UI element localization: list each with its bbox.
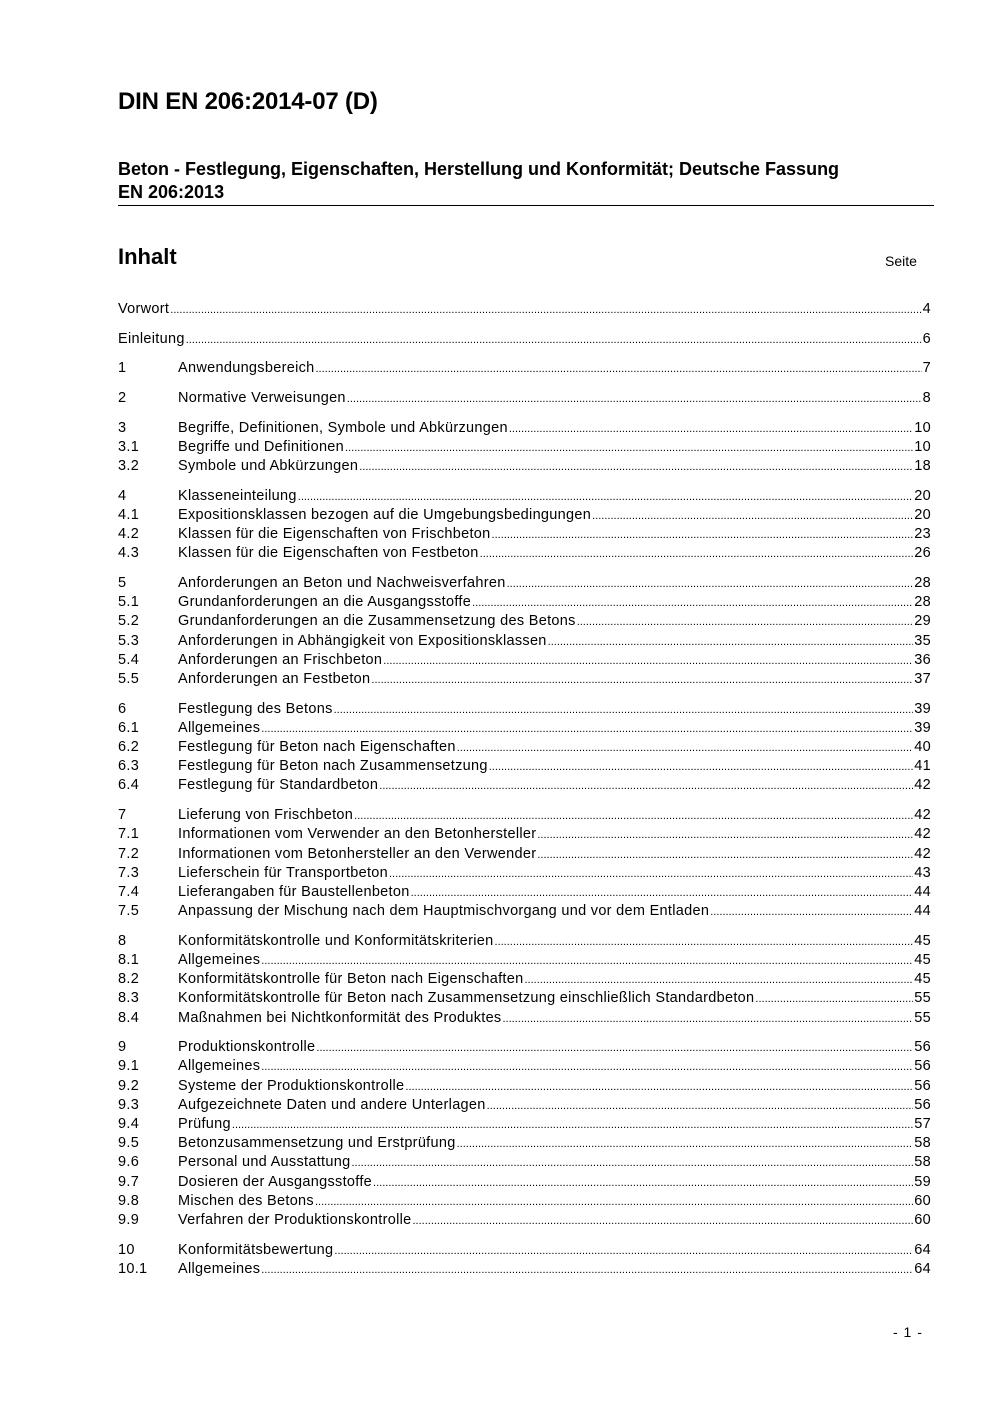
toc-entry-title: Grundanforderungen an die Ausgangsstoffe <box>178 594 472 611</box>
toc-entry-number: 2 <box>118 390 127 407</box>
toc-dot-leader <box>487 1097 914 1115</box>
toc-entry-title: Klassen für die Eigenschaften von Frischbeton <box>178 526 491 543</box>
toc-dot-leader <box>710 903 913 921</box>
toc-dot-leader <box>411 884 914 902</box>
toc-entry[interactable] <box>118 525 931 544</box>
toc-entry-title: Allgemeines <box>178 1058 261 1075</box>
toc-entry[interactable] <box>118 1038 931 1057</box>
toc-entry-number: 6.4 <box>118 777 140 794</box>
toc-dot-leader <box>373 1174 913 1192</box>
toc-entry-number: 9.3 <box>118 1096 140 1113</box>
toc-dot-leader <box>509 420 913 438</box>
document-title: DIN EN 206:2014-07 (D) <box>118 88 378 115</box>
toc-dot-leader <box>354 807 913 825</box>
toc-entry-page: 64 <box>914 1241 931 1258</box>
toc-entry-number: 4 <box>118 487 127 504</box>
toc-entry-page: 10 <box>914 438 931 455</box>
toc-entry-page: 40 <box>914 739 931 756</box>
toc-entry[interactable] <box>118 1009 931 1028</box>
toc-entry[interactable] <box>118 932 931 951</box>
toc-entry-number: 8.2 <box>118 971 140 988</box>
toc-entry[interactable] <box>118 902 931 921</box>
toc-entry-page: 28 <box>914 594 931 611</box>
toc-entry-number: 9.9 <box>118 1211 140 1228</box>
toc-entry-page: 18 <box>914 458 931 475</box>
toc-entry-page: 42 <box>914 777 931 794</box>
toc-entry[interactable] <box>118 776 931 795</box>
toc-entry-title: Normative Verweisungen <box>178 390 346 407</box>
toc-group <box>118 806 931 921</box>
toc-entry[interactable] <box>118 1077 931 1096</box>
toc-entry-title: Festlegung des Betons <box>178 700 333 717</box>
toc-entry[interactable] <box>118 825 931 844</box>
toc-entry-page: 56 <box>914 1039 931 1056</box>
toc-entry-page: 56 <box>914 1077 931 1094</box>
toc-entry-page: 44 <box>914 883 931 900</box>
toc-entry-page: 43 <box>914 864 931 881</box>
toc-dot-leader <box>755 990 913 1008</box>
page-number: - 1 - <box>893 1324 923 1340</box>
toc-entry-page: 8 <box>922 390 931 407</box>
toc-dot-leader <box>480 545 914 563</box>
toc-entry-number: 5.2 <box>118 613 140 630</box>
toc-dot-leader <box>261 720 913 738</box>
toc-entry-number: 9.8 <box>118 1192 140 1209</box>
toc-dot-leader <box>405 1078 913 1096</box>
toc-entry-number: 7.5 <box>118 903 140 920</box>
toc-entry[interactable] <box>118 1096 931 1115</box>
toc-entry[interactable] <box>118 1057 931 1076</box>
toc-dot-leader <box>524 971 913 989</box>
toc-entry-title: Anpassung der Mischung nach dem Hauptmischvorgang und vor dem Entladen <box>178 903 710 920</box>
toc-entry-number: 4.1 <box>118 507 140 523</box>
toc-entry[interactable] <box>118 457 931 476</box>
toc-entry-title: Begriffe und Definitionen <box>178 438 345 455</box>
toc-dot-leader <box>334 701 914 719</box>
toc-entry-title: Mischen des Betons <box>178 1192 314 1209</box>
toc-entry-number: 8.3 <box>118 990 140 1007</box>
toc-entry-number: 5 <box>118 575 127 592</box>
toc-entry-title: Personal und Ausstattung <box>178 1154 351 1171</box>
toc-entry-title: Anforderungen an Beton und Nachweisverfahren <box>178 575 506 592</box>
toc-dot-leader <box>495 933 914 951</box>
toc-entry-page: 20 <box>914 487 931 504</box>
toc-entry[interactable] <box>118 989 931 1008</box>
toc-entry-title: Allgemeines <box>178 719 261 736</box>
toc-entry-number: 3 <box>118 419 127 436</box>
toc-dot-leader <box>537 846 913 864</box>
toc-entry-title: Expositionsklassen bezogen auf die Umgebungsbedingungen <box>178 507 592 523</box>
toc-entry-title: Begriffe, Definitionen, Symbole und Abkürzungen <box>178 419 508 436</box>
toc-entry-title: Informationen vom Verwender an den Betonhersteller <box>178 826 537 843</box>
toc-entry-number: 6.1 <box>118 719 140 736</box>
toc-dot-leader <box>457 1135 914 1153</box>
toc-entry[interactable] <box>118 1153 931 1172</box>
toc-entry-number: 8 <box>118 932 127 949</box>
document-subtitle <box>118 158 933 204</box>
toc-dot-leader <box>457 739 914 757</box>
toc-group <box>118 419 931 477</box>
toc-entry-page: 35 <box>914 632 931 649</box>
toc-entry-page: 60 <box>914 1211 931 1228</box>
toc-entry-number: 4.3 <box>118 545 140 562</box>
toc-dot-leader <box>316 360 922 378</box>
toc-entry[interactable] <box>118 719 931 738</box>
toc-entry-page: 28 <box>914 575 931 592</box>
toc-entry-page: 58 <box>914 1135 931 1152</box>
subtitle-line-1: Beton - Festlegung, Eigenschaften, Herstellung und Konformität; Deutsche Fassung <box>118 159 840 179</box>
toc-entry-title: Produktionskontrolle <box>178 1039 316 1056</box>
toc-entry-number: 9.7 <box>118 1173 140 1190</box>
toc-entry-title: Systeme der Produktionskontrolle <box>178 1077 405 1094</box>
toc-entry-title: Konformitätskontrolle für Beton nach Eigenschaften <box>178 971 524 988</box>
toc-group <box>118 1038 931 1230</box>
toc-entry-page: 10 <box>914 419 931 436</box>
toc-entry-title: Konformitätskontrolle für Beton nach Zusammensetzung einschließlich Standardbeton <box>178 990 755 1007</box>
toc-entry-title: Allgemeines <box>178 951 261 968</box>
toc-entry-number: 7.1 <box>118 826 140 843</box>
toc-entry-title: Klasseneinteilung <box>178 487 297 504</box>
toc-entry-page: 39 <box>914 700 931 717</box>
toc-entry-number: 6.2 <box>118 739 140 756</box>
toc-entry-title: Grundanforderungen an die Zusammensetzung des Betons <box>178 613 576 630</box>
toc-dot-leader <box>379 777 913 795</box>
toc-entry-number: 5.1 <box>118 594 140 611</box>
toc-group <box>118 700 931 796</box>
toc-entry-number: 6.3 <box>118 758 140 775</box>
toc-dot-leader <box>577 613 914 631</box>
toc-dot-leader <box>502 1010 913 1028</box>
toc-entry-number: 9.5 <box>118 1135 140 1152</box>
toc-entry[interactable] <box>118 845 931 864</box>
toc-dot-leader <box>592 507 913 525</box>
toc-entry-title: Allgemeines <box>178 1260 261 1277</box>
toc-entry-number: 7.4 <box>118 883 140 900</box>
toc-group <box>118 932 931 1028</box>
toc-entry-title: Aufgezeichnete Daten und andere Unterlagen <box>178 1096 486 1113</box>
toc-entry-page: 41 <box>914 758 931 775</box>
toc-dot-leader <box>261 1058 913 1076</box>
toc-entry-number: 10 <box>118 1241 135 1258</box>
toc-dot-leader <box>507 575 914 593</box>
toc-entry[interactable] <box>118 1173 931 1192</box>
toc-dot-leader <box>347 390 922 408</box>
toc-entry-number: 10.1 <box>118 1260 148 1277</box>
table-of-contents <box>118 300 931 1289</box>
toc-entry-title: Dosieren der Ausgangsstoffe <box>178 1173 373 1190</box>
toc-group <box>118 330 931 349</box>
toc-entry-title: Festlegung für Standardbeton <box>178 777 379 794</box>
toc-entry-number: 9.2 <box>118 1077 140 1094</box>
toc-entry-page: 44 <box>914 903 931 920</box>
toc-entry[interactable] <box>118 951 931 970</box>
toc-entry-number: 8.4 <box>118 1009 140 1026</box>
toc-entry[interactable] <box>118 883 931 902</box>
toc-entry-number: 6 <box>118 700 127 717</box>
toc-entry-page: 59 <box>914 1173 931 1190</box>
toc-group <box>118 300 931 319</box>
toc-group <box>118 389 931 408</box>
toc-entry[interactable] <box>118 389 931 408</box>
toc-entry-title: Klassen für die Eigenschaften von Festbeton <box>178 545 479 562</box>
toc-dot-leader <box>232 1116 913 1134</box>
toc-entry[interactable] <box>118 300 931 319</box>
toc-entry-page: 45 <box>914 971 931 988</box>
toc-entry-page: 29 <box>914 613 931 630</box>
toc-entry-title: Konformitätskontrolle und Konformitätskriterien <box>178 932 494 949</box>
toc-entry-page: 56 <box>914 1058 931 1075</box>
toc-dot-leader <box>334 1242 913 1260</box>
toc-entry-title: Anforderungen an Frischbeton <box>178 651 383 668</box>
toc-entry-page: 7 <box>922 360 931 377</box>
toc-entry[interactable] <box>118 970 931 989</box>
toc-entry[interactable] <box>118 864 931 883</box>
toc-group <box>118 487 931 564</box>
toc-entry-number: 7 <box>118 807 127 824</box>
toc-entry[interactable] <box>118 419 931 438</box>
toc-entry-page: 57 <box>914 1115 931 1132</box>
toc-entry-title: Konformitätsbewertung <box>178 1241 334 1258</box>
toc-entry-title: Anforderungen an Festbeton <box>178 671 371 687</box>
toc-entry-title: Symbole und Abkürzungen <box>178 458 359 475</box>
toc-entry-title: Lieferung von Frischbeton <box>178 807 354 824</box>
toc-dot-leader <box>298 488 914 506</box>
toc-entry-page: 4 <box>922 301 931 317</box>
toc-entry-number: 9.1 <box>118 1058 140 1075</box>
toc-entry-title: Lieferangaben für Baustellenbeton <box>178 883 410 900</box>
toc-entry-page: 64 <box>914 1260 931 1277</box>
toc-entry[interactable] <box>118 487 931 506</box>
toc-entry-title: Festlegung für Beton nach Eigenschaften <box>178 739 456 756</box>
toc-dot-leader <box>261 1261 913 1279</box>
toc-entry[interactable] <box>118 593 931 612</box>
toc-dot-leader <box>548 633 914 651</box>
toc-entry-number: 5.4 <box>118 651 140 668</box>
toc-dot-leader <box>261 952 913 970</box>
toc-entry-title: Lieferschein für Transportbeton <box>178 864 388 881</box>
toc-entry[interactable] <box>118 438 931 457</box>
toc-entry-page: 42 <box>914 826 931 843</box>
toc-entry-page: 6 <box>922 330 931 347</box>
toc-entry[interactable] <box>118 359 931 378</box>
toc-entry-page: 60 <box>914 1192 931 1209</box>
toc-entry[interactable] <box>118 544 931 563</box>
toc-dot-leader <box>359 458 913 476</box>
toc-dot-leader <box>345 439 913 457</box>
toc-entry[interactable] <box>118 612 931 631</box>
page-column-label: Seite <box>885 253 917 269</box>
toc-entry-page: 39 <box>914 719 931 736</box>
toc-entry-number: 5.3 <box>118 632 140 649</box>
toc-entry-number: 4.2 <box>118 526 140 543</box>
toc-entry[interactable] <box>118 1260 931 1279</box>
toc-entry[interactable] <box>118 632 931 651</box>
toc-entry-page: 55 <box>914 990 931 1007</box>
toc-entry-page: 55 <box>914 1009 931 1026</box>
contents-heading: Inhalt <box>118 244 177 269</box>
toc-dot-leader <box>389 865 913 883</box>
toc-entry[interactable] <box>118 806 931 825</box>
toc-dot-leader <box>186 331 922 349</box>
toc-entry-page: 26 <box>914 545 931 562</box>
toc-entry[interactable] <box>118 1241 931 1260</box>
toc-entry[interactable] <box>118 574 931 593</box>
toc-entry[interactable] <box>118 1211 931 1230</box>
toc-entry-page: 56 <box>914 1096 931 1113</box>
toc-entry-page: 45 <box>914 932 931 949</box>
toc-entry-title: Festlegung für Beton nach Zusammensetzung <box>178 758 488 775</box>
toc-entry-number: 8.1 <box>118 951 140 968</box>
toc-entry-title: Vorwort <box>118 301 170 317</box>
toc-entry-title: Anwendungsbereich <box>178 360 315 377</box>
toc-entry-page: 20 <box>914 507 931 523</box>
subtitle-line-2: EN 206:2013 <box>118 182 225 202</box>
toc-entry-number: 1 <box>118 360 127 377</box>
toc-entry-page: 58 <box>914 1154 931 1171</box>
toc-entry-page: 42 <box>914 807 931 824</box>
toc-entry-page: 37 <box>914 671 931 687</box>
toc-dot-leader <box>472 594 913 612</box>
toc-entry[interactable] <box>118 757 931 776</box>
toc-entry-page: 45 <box>914 951 931 968</box>
toc-dot-leader <box>371 671 913 689</box>
toc-dot-leader <box>412 1212 913 1230</box>
toc-dot-leader <box>492 526 914 544</box>
toc-entry[interactable] <box>118 700 931 719</box>
toc-dot-leader <box>315 1193 913 1211</box>
toc-dot-leader <box>351 1154 913 1172</box>
toc-entry-page: 36 <box>914 651 931 668</box>
toc-entry-number: 7.3 <box>118 864 140 881</box>
toc-entry-number: 5.5 <box>118 671 140 687</box>
toc-entry-title: Verfahren der Produktionskontrolle <box>178 1211 412 1228</box>
toc-entry-title: Prüfung <box>178 1115 231 1132</box>
toc-group <box>118 1241 931 1279</box>
toc-group <box>118 359 931 378</box>
toc-entry[interactable] <box>118 1134 931 1153</box>
toc-entry-number: 3.2 <box>118 458 140 475</box>
toc-group <box>118 574 931 689</box>
toc-entry-title: Betonzusammensetzung und Erstprüfung <box>178 1135 456 1152</box>
toc-entry-title: Informationen vom Betonhersteller an den Verwender <box>178 845 537 862</box>
toc-entry-title: Anforderungen in Abhängigkeit von Expositionsklassen <box>178 632 547 649</box>
toc-entry[interactable] <box>118 506 931 525</box>
toc-dot-leader <box>316 1039 913 1057</box>
toc-entry-page: 42 <box>914 845 931 862</box>
toc-entry[interactable] <box>118 670 931 689</box>
toc-entry-number: 9.4 <box>118 1115 140 1132</box>
toc-entry-number: 7.2 <box>118 845 140 862</box>
toc-entry-number: 9 <box>118 1039 127 1056</box>
toc-entry[interactable] <box>118 1115 931 1134</box>
toc-entry[interactable] <box>118 330 931 349</box>
toc-dot-leader <box>489 758 914 776</box>
toc-entry-number: 3.1 <box>118 438 140 455</box>
toc-entry-number: 9.6 <box>118 1154 140 1171</box>
toc-entry[interactable] <box>118 738 931 757</box>
toc-dot-leader <box>170 301 921 319</box>
toc-dot-leader <box>537 826 913 844</box>
toc-entry[interactable] <box>118 651 931 670</box>
title-divider <box>118 205 934 206</box>
toc-entry-title: Maßnahmen bei Nichtkonformität des Produktes <box>178 1009 502 1026</box>
toc-entry-title: Einleitung <box>118 330 185 347</box>
toc-entry-page: 23 <box>914 526 931 543</box>
toc-entry[interactable] <box>118 1192 931 1211</box>
toc-dot-leader <box>383 652 913 670</box>
